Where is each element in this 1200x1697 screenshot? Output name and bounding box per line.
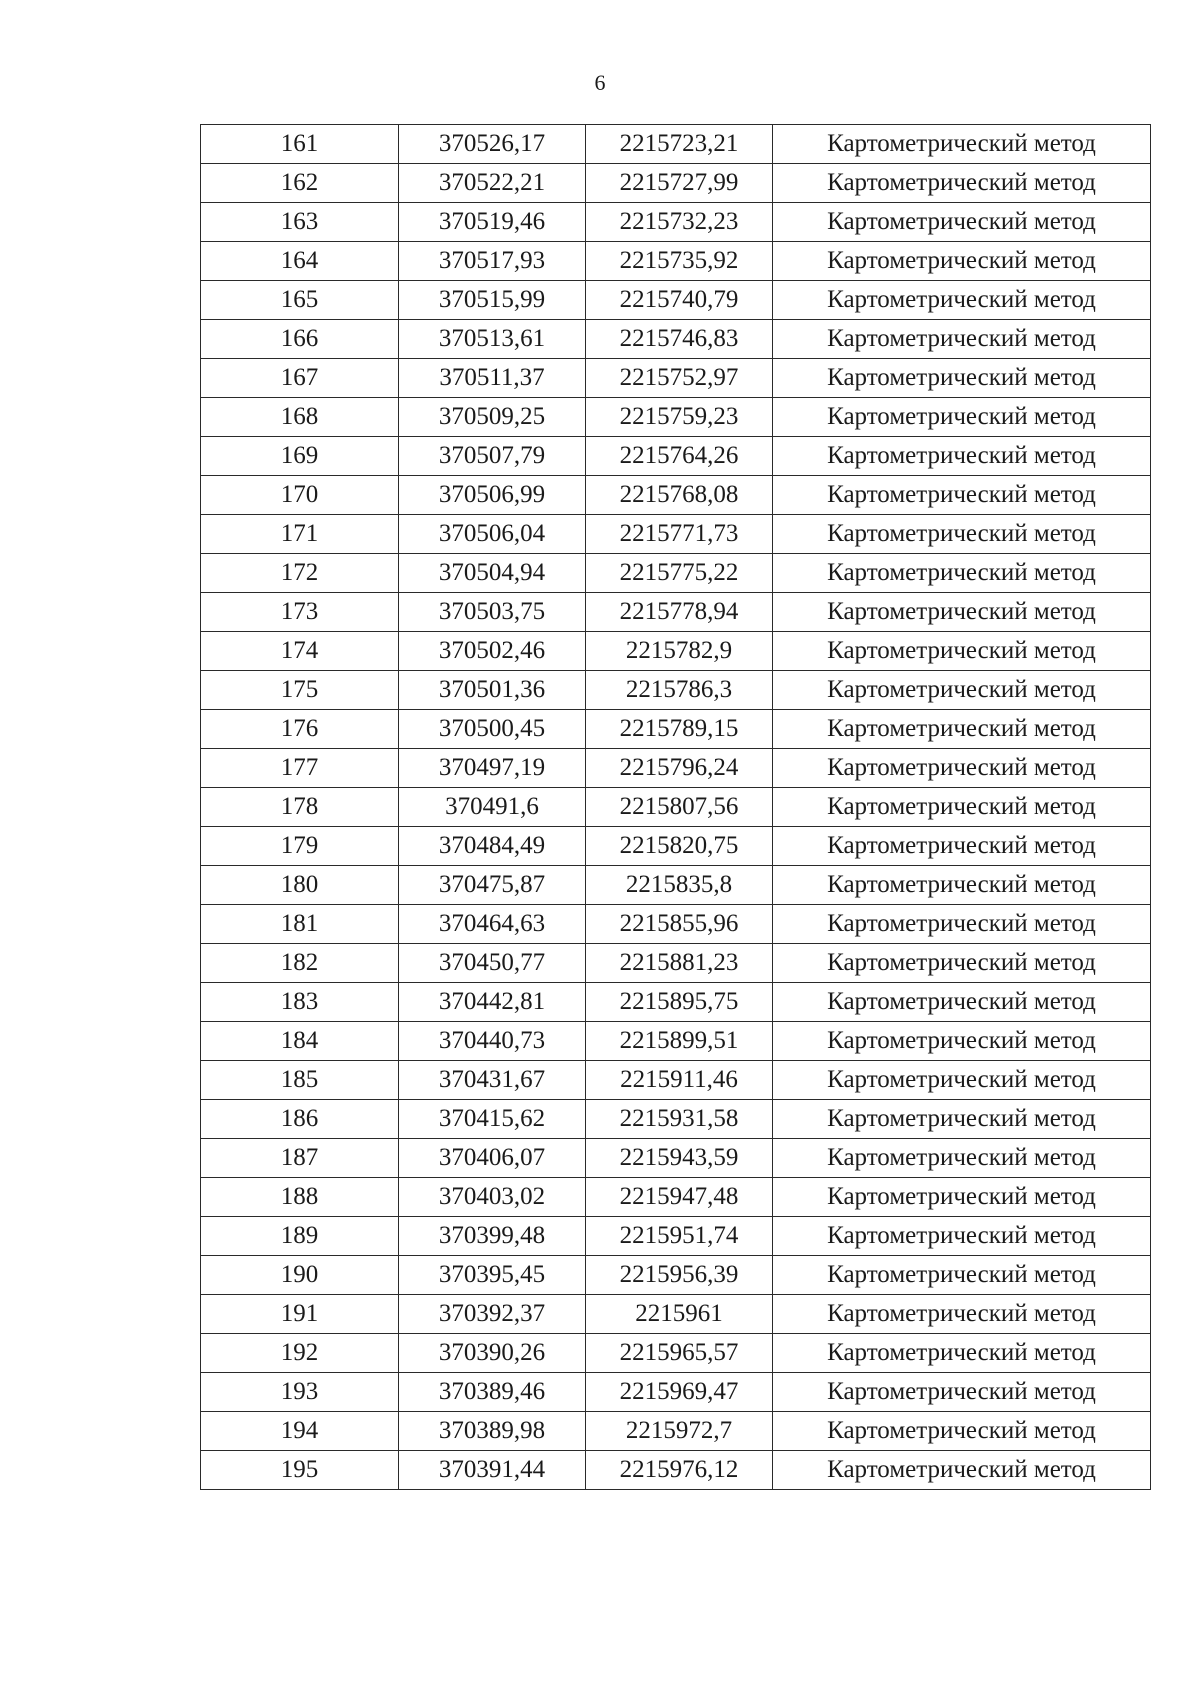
- method-cell: Картометрический метод: [773, 1178, 1151, 1217]
- table-row: [201, 437, 1151, 476]
- y-coordinate-cell: 2215796,24: [586, 749, 773, 788]
- point-number-cell: 184: [201, 1022, 399, 1061]
- table-row: [201, 398, 1151, 437]
- method-cell: Картометрический метод: [773, 983, 1151, 1022]
- x-coordinate-cell: 370507,79: [399, 437, 586, 476]
- method-cell: Картометрический метод: [773, 1412, 1151, 1451]
- table-row: [201, 1022, 1151, 1061]
- table-row: [201, 905, 1151, 944]
- x-coordinate-cell: 370504,94: [399, 554, 586, 593]
- x-coordinate-cell: 370506,04: [399, 515, 586, 554]
- x-coordinate-cell: 370392,37: [399, 1295, 586, 1334]
- method-cell: Картометрический метод: [773, 593, 1151, 632]
- method-cell: Картометрический метод: [773, 671, 1151, 710]
- y-coordinate-cell: 2215723,21: [586, 125, 773, 164]
- x-coordinate-cell: 370475,87: [399, 866, 586, 905]
- table-row: [201, 1217, 1151, 1256]
- y-coordinate-cell: 2215732,23: [586, 203, 773, 242]
- table-row: [201, 1256, 1151, 1295]
- x-coordinate-cell: 370517,93: [399, 242, 586, 281]
- method-cell: Картометрический метод: [773, 1217, 1151, 1256]
- table-row: [201, 671, 1151, 710]
- x-coordinate-cell: 370389,46: [399, 1373, 586, 1412]
- method-cell: Картометрический метод: [773, 944, 1151, 983]
- point-number-cell: 178: [201, 788, 399, 827]
- point-number-cell: 168: [201, 398, 399, 437]
- y-coordinate-cell: 2215835,8: [586, 866, 773, 905]
- method-cell: Картометрический метод: [773, 1061, 1151, 1100]
- x-coordinate-cell: 370399,48: [399, 1217, 586, 1256]
- y-coordinate-cell: 2215740,79: [586, 281, 773, 320]
- table-row: [201, 944, 1151, 983]
- point-number-cell: 172: [201, 554, 399, 593]
- x-coordinate-cell: 370415,62: [399, 1100, 586, 1139]
- x-coordinate-cell: 370390,26: [399, 1334, 586, 1373]
- table-row: [201, 1100, 1151, 1139]
- method-cell: Картометрический метод: [773, 437, 1151, 476]
- point-number-cell: 170: [201, 476, 399, 515]
- x-coordinate-cell: 370526,17: [399, 125, 586, 164]
- x-coordinate-cell: 370509,25: [399, 398, 586, 437]
- point-number-cell: 169: [201, 437, 399, 476]
- x-coordinate-cell: 370440,73: [399, 1022, 586, 1061]
- table-row: [201, 203, 1151, 242]
- y-coordinate-cell: 2215969,47: [586, 1373, 773, 1412]
- method-cell: Картометрический метод: [773, 359, 1151, 398]
- method-cell: Картометрический метод: [773, 632, 1151, 671]
- method-cell: Картометрический метод: [773, 866, 1151, 905]
- method-cell: Картометрический метод: [773, 1451, 1151, 1490]
- table-row: [201, 359, 1151, 398]
- y-coordinate-cell: 2215778,94: [586, 593, 773, 632]
- point-number-cell: 167: [201, 359, 399, 398]
- table-row: [201, 593, 1151, 632]
- table-row: [201, 1334, 1151, 1373]
- y-coordinate-cell: 2215782,9: [586, 632, 773, 671]
- x-coordinate-cell: 370497,19: [399, 749, 586, 788]
- point-number-cell: 182: [201, 944, 399, 983]
- y-coordinate-cell: 2215855,96: [586, 905, 773, 944]
- y-coordinate-cell: 2215895,75: [586, 983, 773, 1022]
- coordinates-table: [200, 124, 1151, 1490]
- table-row: [201, 242, 1151, 281]
- point-number-cell: 174: [201, 632, 399, 671]
- x-coordinate-cell: 370503,75: [399, 593, 586, 632]
- table-row: [201, 1451, 1151, 1490]
- method-cell: Картометрический метод: [773, 1295, 1151, 1334]
- point-number-cell: 162: [201, 164, 399, 203]
- method-cell: Картометрический метод: [773, 242, 1151, 281]
- x-coordinate-cell: 370442,81: [399, 983, 586, 1022]
- table-row: [201, 1412, 1151, 1451]
- point-number-cell: 161: [201, 125, 399, 164]
- y-coordinate-cell: 2215807,56: [586, 788, 773, 827]
- x-coordinate-cell: 370502,46: [399, 632, 586, 671]
- method-cell: Картометрический метод: [773, 749, 1151, 788]
- table-row: [201, 983, 1151, 1022]
- table-row: [201, 320, 1151, 359]
- table-row: [201, 164, 1151, 203]
- x-coordinate-cell: 370389,98: [399, 1412, 586, 1451]
- point-number-cell: 185: [201, 1061, 399, 1100]
- x-coordinate-cell: 370519,46: [399, 203, 586, 242]
- x-coordinate-cell: 370406,07: [399, 1139, 586, 1178]
- method-cell: Картометрический метод: [773, 905, 1151, 944]
- method-cell: Картометрический метод: [773, 827, 1151, 866]
- x-coordinate-cell: 370491,6: [399, 788, 586, 827]
- method-cell: Картометрический метод: [773, 281, 1151, 320]
- x-coordinate-cell: 370431,67: [399, 1061, 586, 1100]
- point-number-cell: 195: [201, 1451, 399, 1490]
- y-coordinate-cell: 2215746,83: [586, 320, 773, 359]
- coordinates-table-body: [201, 125, 1151, 1490]
- x-coordinate-cell: 370391,44: [399, 1451, 586, 1490]
- y-coordinate-cell: 2215789,15: [586, 710, 773, 749]
- method-cell: Картометрический метод: [773, 1334, 1151, 1373]
- x-coordinate-cell: 370511,37: [399, 359, 586, 398]
- x-coordinate-cell: 370464,63: [399, 905, 586, 944]
- x-coordinate-cell: 370403,02: [399, 1178, 586, 1217]
- point-number-cell: 175: [201, 671, 399, 710]
- table-row: [201, 866, 1151, 905]
- point-number-cell: 186: [201, 1100, 399, 1139]
- table-row: [201, 515, 1151, 554]
- table-row: [201, 788, 1151, 827]
- point-number-cell: 179: [201, 827, 399, 866]
- point-number-cell: 171: [201, 515, 399, 554]
- y-coordinate-cell: 2215943,59: [586, 1139, 773, 1178]
- y-coordinate-cell: 2215956,39: [586, 1256, 773, 1295]
- method-cell: Картометрический метод: [773, 320, 1151, 359]
- y-coordinate-cell: 2215951,74: [586, 1217, 773, 1256]
- method-cell: Картометрический метод: [773, 125, 1151, 164]
- y-coordinate-cell: 2215881,23: [586, 944, 773, 983]
- method-cell: Картометрический метод: [773, 1022, 1151, 1061]
- y-coordinate-cell: 2215735,92: [586, 242, 773, 281]
- table-row: [201, 1373, 1151, 1412]
- point-number-cell: 192: [201, 1334, 399, 1373]
- method-cell: Картометрический метод: [773, 476, 1151, 515]
- y-coordinate-cell: 2215786,3: [586, 671, 773, 710]
- point-number-cell: 176: [201, 710, 399, 749]
- y-coordinate-cell: 2215947,48: [586, 1178, 773, 1217]
- y-coordinate-cell: 2215976,12: [586, 1451, 773, 1490]
- method-cell: Картометрический метод: [773, 164, 1151, 203]
- point-number-cell: 164: [201, 242, 399, 281]
- table-row: [201, 281, 1151, 320]
- point-number-cell: 166: [201, 320, 399, 359]
- y-coordinate-cell: 2215759,23: [586, 398, 773, 437]
- method-cell: Картометрический метод: [773, 203, 1151, 242]
- x-coordinate-cell: 370515,99: [399, 281, 586, 320]
- x-coordinate-cell: 370501,36: [399, 671, 586, 710]
- method-cell: Картометрический метод: [773, 1100, 1151, 1139]
- point-number-cell: 191: [201, 1295, 399, 1334]
- method-cell: Картометрический метод: [773, 398, 1151, 437]
- method-cell: Картометрический метод: [773, 1139, 1151, 1178]
- point-number-cell: 189: [201, 1217, 399, 1256]
- y-coordinate-cell: 2215771,73: [586, 515, 773, 554]
- point-number-cell: 165: [201, 281, 399, 320]
- point-number-cell: 187: [201, 1139, 399, 1178]
- y-coordinate-cell: 2215752,97: [586, 359, 773, 398]
- table-row: [201, 554, 1151, 593]
- table-row: [201, 1061, 1151, 1100]
- x-coordinate-cell: 370513,61: [399, 320, 586, 359]
- point-number-cell: 193: [201, 1373, 399, 1412]
- point-number-cell: 163: [201, 203, 399, 242]
- y-coordinate-cell: 2215768,08: [586, 476, 773, 515]
- method-cell: Картометрический метод: [773, 1256, 1151, 1295]
- y-coordinate-cell: 2215911,46: [586, 1061, 773, 1100]
- x-coordinate-cell: 370395,45: [399, 1256, 586, 1295]
- point-number-cell: 173: [201, 593, 399, 632]
- x-coordinate-cell: 370500,45: [399, 710, 586, 749]
- x-coordinate-cell: 370522,21: [399, 164, 586, 203]
- table-row: [201, 1295, 1151, 1334]
- point-number-cell: 180: [201, 866, 399, 905]
- y-coordinate-cell: 2215820,75: [586, 827, 773, 866]
- y-coordinate-cell: 2215965,57: [586, 1334, 773, 1373]
- y-coordinate-cell: 2215727,99: [586, 164, 773, 203]
- y-coordinate-cell: 2215961: [586, 1295, 773, 1334]
- method-cell: Картометрический метод: [773, 554, 1151, 593]
- point-number-cell: 181: [201, 905, 399, 944]
- table-row: [201, 710, 1151, 749]
- y-coordinate-cell: 2215899,51: [586, 1022, 773, 1061]
- table-row: [201, 1178, 1151, 1217]
- y-coordinate-cell: 2215931,58: [586, 1100, 773, 1139]
- method-cell: Картометрический метод: [773, 788, 1151, 827]
- y-coordinate-cell: 2215972,7: [586, 1412, 773, 1451]
- x-coordinate-cell: 370484,49: [399, 827, 586, 866]
- y-coordinate-cell: 2215775,22: [586, 554, 773, 593]
- point-number-cell: 183: [201, 983, 399, 1022]
- table-row: [201, 632, 1151, 671]
- method-cell: Картометрический метод: [773, 710, 1151, 749]
- method-cell: Картометрический метод: [773, 1373, 1151, 1412]
- y-coordinate-cell: 2215764,26: [586, 437, 773, 476]
- table-row: [201, 749, 1151, 788]
- method-cell: Картометрический метод: [773, 515, 1151, 554]
- table-row: [201, 1139, 1151, 1178]
- point-number-cell: 188: [201, 1178, 399, 1217]
- point-number-cell: 177: [201, 749, 399, 788]
- table-row: [201, 827, 1151, 866]
- point-number-cell: 190: [201, 1256, 399, 1295]
- x-coordinate-cell: 370450,77: [399, 944, 586, 983]
- page-number: 6: [594, 70, 606, 95]
- x-coordinate-cell: 370506,99: [399, 476, 586, 515]
- table-row: [201, 476, 1151, 515]
- table-row: [201, 125, 1151, 164]
- point-number-cell: 194: [201, 1412, 399, 1451]
